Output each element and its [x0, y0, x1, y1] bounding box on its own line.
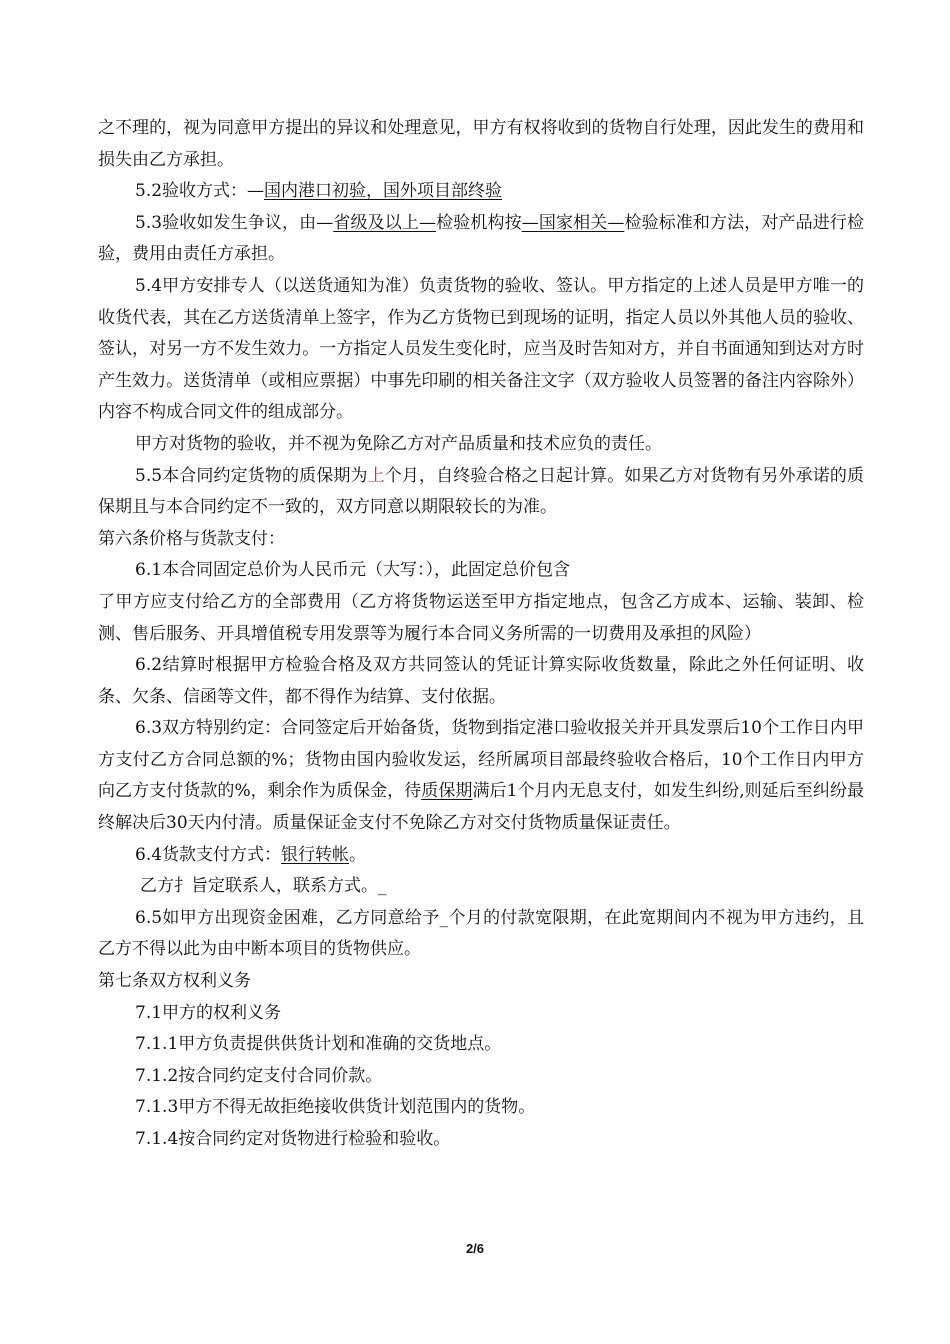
- paragraph-7-1-2: 7.1.2按合同约定支付合同价款。: [135, 1065, 383, 1086]
- paragraph-5-5: [98, 461, 864, 524]
- paragraph-7-1-1: 7.1.1甲方负责提供供货计划和准确的交货地点。: [135, 1034, 502, 1055]
- document-body: [98, 113, 864, 1156]
- warranty-period-term: 质保期: [421, 781, 473, 802]
- article-7-heading: 第七条双方权利义务: [98, 971, 251, 992]
- clause-6-4-end: 。: [349, 844, 367, 865]
- paragraph-5-1-continued: 之不理的，视为同意甲方提出的异议和处理意见，甲方有权将收到的货物自行处理，因此发生的费用和损失由乙方承担。: [98, 118, 864, 170]
- paragraph-6-3: [98, 713, 864, 839]
- paragraph-7-1-3: 7.1.3甲方不得无故拒绝接收供货计划范围内的货物。: [135, 1097, 536, 1118]
- inspection-method-value: 国内港口初验，国外项目部终验: [264, 181, 503, 202]
- paragraph-contact-person: 乙方扌旨定联系人，联系方式。_: [140, 876, 387, 897]
- paragraph-7-1-4: 7.1.4按合同约定对货物进行检验和验收。: [135, 1129, 451, 1149]
- clause-6-3-text-b: 满后1个月内无息支付，如发生纠纷,则延后至纠纷最终解决后30天内付清。质量保证金支付不免除乙方对交付货物质量保证责任。: [98, 781, 865, 834]
- paragraph-6-5: 6.5如甲方出现资金困难，乙方同意给予_个月的付款宽限期，在此宽期间内不视为甲方违约，且乙方不得以此为由中断本项目的货物供应。: [98, 907, 864, 960]
- clause-5-2-label: 5.2验收方式：—: [135, 181, 265, 202]
- inspection-authority-value: 省级及以上—: [333, 212, 436, 233]
- paragraph-5-2: [98, 176, 864, 208]
- clause-5-3-text-a: 5.3验收如发生争议，由—: [135, 212, 334, 233]
- clause-5-5-text-a: 5.5本合同约定货物的质保期为: [135, 465, 368, 486]
- article-6-heading: 第六条价格与货款支付：: [98, 528, 285, 549]
- paragraph-6-1: 6.1本合同固定总价为人民币元（大写：），此固定总价包含: [135, 560, 571, 581]
- paragraph-5-3: [98, 208, 864, 271]
- paragraph-7-1: 7.1甲方的权利义务: [135, 1002, 282, 1023]
- clause-5-5-text-b: 个月，自终验合格之日起计算。如果乙方对货物有另外承诺的质保期且与本合同约定不一致的，双方同意以期限较长的为准。: [98, 465, 864, 518]
- paragraph-6-4: [98, 840, 864, 872]
- clause-6-3-text-a: 6.3双方特别约定：合同签定后开始备货，货物到指定港口验收报关并开具发票后10个工作日内甲方支付乙方合同总额的%；货物由国内验收发运，经所属项目部最终验收合格后，10个工作日内甲方向乙方支付货款的%，剩余作为质保金，待: [98, 718, 864, 802]
- paragraph-acceptance-liability: 甲方对货物的验收，并不视为免除乙方对产品质量和技术应负的责任。: [135, 433, 662, 454]
- clause-5-3-text-c: 检验机构按: [435, 212, 522, 233]
- payment-method-value: 银行转帐: [281, 844, 350, 865]
- paragraph-6-2: 6.2结算时根据甲方检验合格及双方共同签认的凭证计算实际收货数量，除此之外任何证明、收条、欠条、信函等文件，都不得作为结算、支付依据。: [98, 655, 864, 707]
- warranty-period-red-mark: 上: [367, 465, 385, 486]
- paragraph-6-1-continued: 了甲方应支付给乙方的全部费用（乙方将货物运送至甲方指定地点，包含乙方成本、运输、装卸、检测、售后服务、开具增值税专用发票等为履行本合同义务所需的一切费用及承担的风险）: [98, 591, 864, 644]
- paragraph-5-4: 5.4甲方安排专人（以送货通知为准）负责货物的验收、签认。甲方指定的上述人员是甲方唯一的收货代表，其在乙方送货清单上签字，作为乙方货物已到现场的证明，指定人员以外其他人员的验收、签认，对另一方不发生效力。一方指定人员发生变化时，应当及时告知对方，并自书面通知到达对方时产生效力。送货清单（或相应票据）中事先印刷的相关备注文字（双方验收人员签署的备注内容除外）内容不构成合同文件的组成部分。: [98, 275, 864, 423]
- page-number: 2/6: [465, 1241, 485, 1256]
- clause-5-3-text-e: 检验标准和方法，对产品进行检验，费用由责任方承担。: [98, 212, 865, 265]
- clause-6-4-label: 6.4货款支付方式：: [135, 844, 282, 865]
- inspection-standard-value: —国家相关—: [521, 212, 625, 233]
